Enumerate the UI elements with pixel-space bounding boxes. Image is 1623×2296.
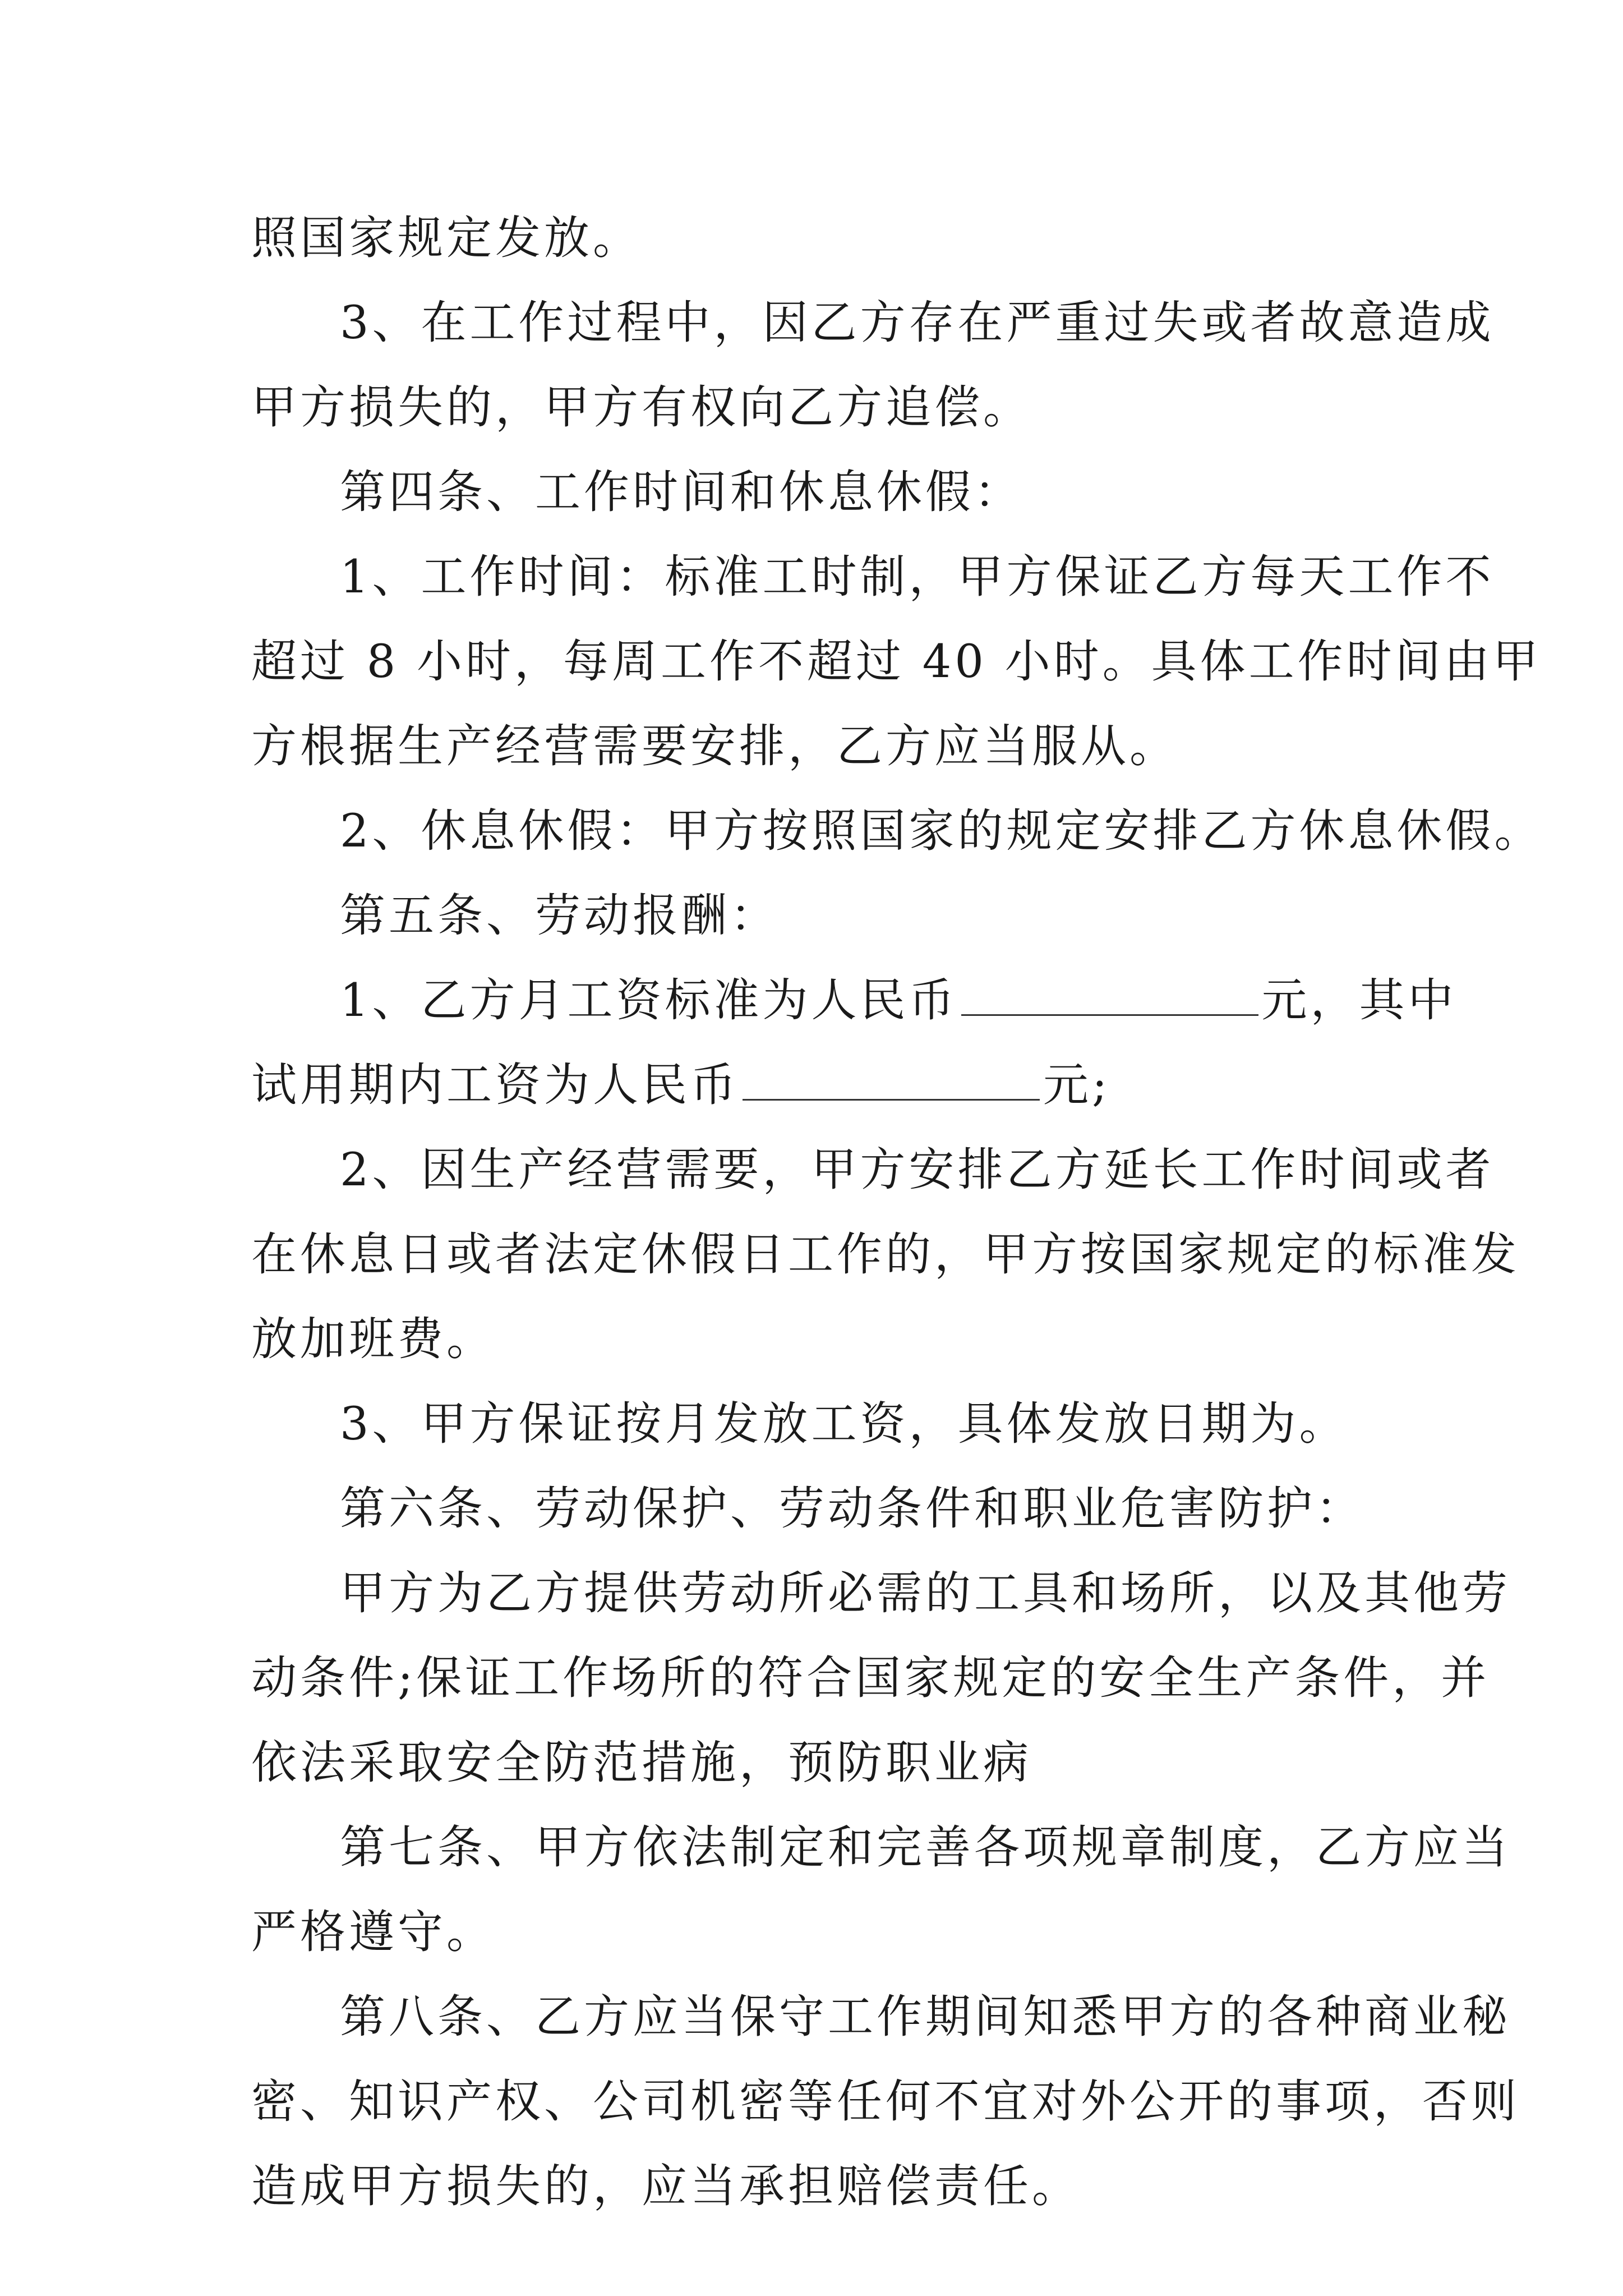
section-heading: 第四条、工作时间和休息休假： — [340, 466, 1023, 519]
paragraph-line: 方根据生产经营需要安排，乙方应当服从。 — [251, 720, 1179, 773]
paragraph-line: 甲方损失的，甲方有权向乙方追偿。 — [251, 381, 1032, 434]
salary-monthly-label: 1、乙方月工资标准为人民币 — [340, 974, 958, 1027]
document-body — [251, 196, 1543, 2229]
monthly-salary-blank[interactable] — [961, 974, 1258, 1016]
salary-line-monthly — [251, 959, 1457, 1043]
paragraph-line: 甲方为乙方提供劳动所必需的工具和场所，以及其他劳 — [340, 1567, 1511, 1620]
paragraph-line: 依法采取安全防范措施，预防职业病 — [251, 1737, 1032, 1789]
paragraph-line: 照国家规定发放。 — [251, 212, 642, 265]
paragraph-line: 2、因生产经营需要，甲方安排乙方延长工作时间或者 — [340, 1144, 1495, 1197]
probation-salary-blank[interactable] — [743, 1059, 1040, 1101]
paragraph-line: 在休息日或者法定休假日工作的，甲方按国家规定的标准发 — [251, 1228, 1520, 1281]
paragraph-line: 动条件;保证工作场所的符合国家规定的安全生产条件，并 — [251, 1652, 1490, 1705]
paragraph-line: 2、休息休假：甲方按照国家的规定安排乙方休息休假。 — [340, 805, 1543, 858]
paragraph-line: 严格遵守。 — [251, 1906, 496, 1959]
paragraph-line: 1、工作时间：标准工时制，甲方保证乙方每天工作不 — [340, 551, 1495, 604]
salary-probation-label: 试用期内工资为人民币 — [251, 1059, 740, 1112]
paragraph-line: 3、甲方保证按月发放工资，具体发放日期为。 — [340, 1398, 1348, 1451]
salary-monthly-suffix: 元，其中 — [1261, 974, 1457, 1027]
section-heading: 第六条、劳动保护、劳动条件和职业危害防护： — [340, 1483, 1365, 1535]
salary-line-probation — [251, 1043, 1384, 1128]
paragraph-line: 3、在工作过程中，因乙方存在严重过失或者故意造成 — [340, 297, 1495, 349]
paragraph-line: 第七条、甲方依法制定和完善各项规章制度，乙方应当 — [340, 1821, 1511, 1874]
paragraph-line: 放加班费。 — [251, 1313, 496, 1366]
paragraph-line: 密、知识产权、公司机密等任何不宜对外公开的事项，否则 — [251, 2076, 1520, 2128]
paragraph-line: 超过 8 小时，每周工作不超过 40 小时。具体工作时间由甲 — [251, 636, 1542, 688]
paragraph-line: 造成甲方损失的，应当承担赔偿责任。 — [251, 2160, 1081, 2213]
paragraph-line: 第八条、乙方应当保守工作期间知悉甲方的各种商业秘 — [340, 1991, 1511, 2044]
section-heading: 第五条、劳动报酬： — [340, 890, 780, 942]
salary-probation-suffix: 元; — [1043, 1059, 1111, 1112]
